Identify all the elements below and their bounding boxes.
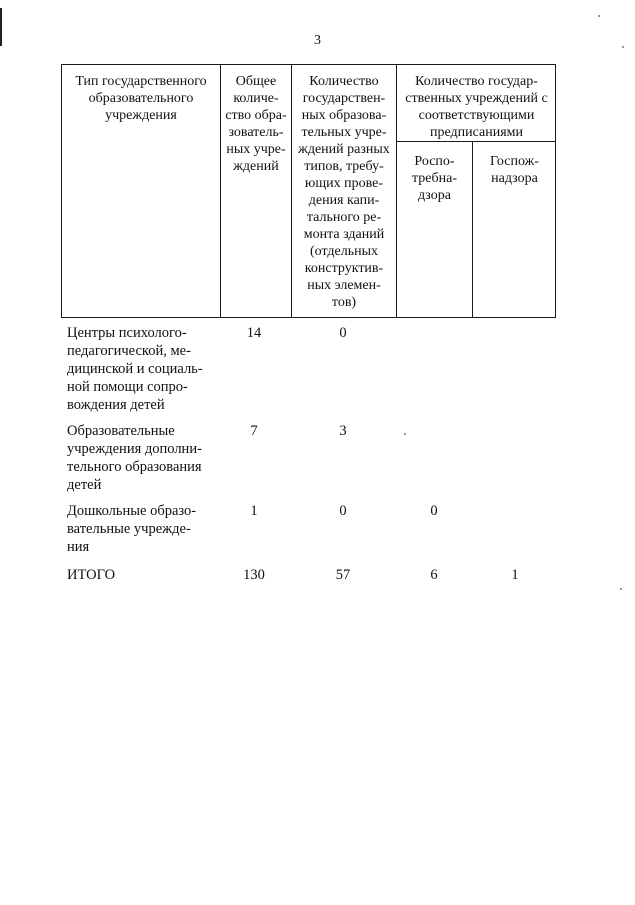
row-label: Образовательные учреждения дополни- тельного образования детей	[67, 423, 202, 493]
cell-total: 1	[250, 503, 258, 519]
cell-repair: 3	[339, 423, 347, 439]
cell-repair: 0	[339, 325, 347, 341]
header-orders-group: Количество государ- ственных учреждений с соответствующими предписаниями	[405, 74, 548, 140]
header-type: Тип государственного образовательного учреждения	[75, 74, 207, 123]
cell-rospotrebnadzor: 0	[430, 503, 438, 519]
header-rospotrebnadzor: Роспо- требна- дзора	[412, 154, 457, 203]
cell-repair: 57	[335, 567, 351, 583]
scan-speck	[598, 15, 600, 17]
row-label: ИТОГО	[67, 567, 116, 583]
cell-total: 7	[250, 423, 258, 439]
scan-speck	[620, 588, 622, 590]
cell-total: 14	[246, 325, 262, 341]
subheader-divider	[396, 141, 556, 142]
row-label: Центры психолого- педагогической, ме- дицинской и социаль- ной помощи сопро- вождения детей	[67, 325, 203, 413]
header-total: Общее количе- ство обра- зователь- ных учре- ждений	[225, 74, 287, 174]
header-gospozhnadzor: Госпож- надзора	[490, 154, 539, 186]
cell-gospozhnadzor: 1	[511, 567, 519, 583]
cell-total: 130	[243, 567, 265, 583]
row-label: Дошкольные образо- вательные учрежде- ния	[67, 503, 197, 555]
cell-rospotrebnadzor: 6	[430, 567, 438, 583]
cell-repair: 0	[339, 503, 347, 519]
page-number: 3	[314, 33, 321, 48]
header-repair: Количество государствен- ных образова- тельных учре- ждений разных типов, требу- ющих прове- дения капи- тального ре- монта зданий (отдельных конструктив- ных элемен- тов)	[298, 74, 390, 310]
table-header	[61, 64, 556, 318]
scan-speck	[404, 433, 406, 435]
